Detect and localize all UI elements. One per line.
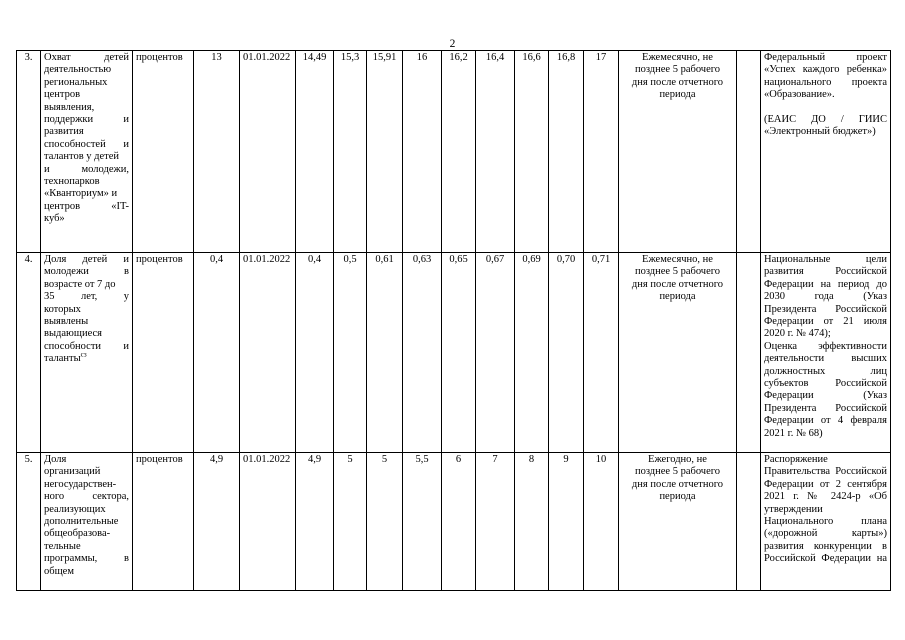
indicator-name-line: развития	[44, 126, 84, 138]
data-source-line: деятельности высших	[764, 353, 887, 365]
periodicity	[619, 51, 737, 253]
target-value: 10	[584, 453, 619, 591]
data-source-line: развития Российской	[764, 266, 887, 278]
target-value: 16	[403, 51, 442, 253]
row-number: 5.	[17, 453, 41, 591]
target-value: 14,49	[296, 51, 334, 253]
periodicity-line: дня после отчетного	[631, 278, 724, 290]
periodicity-line: позднее 5 рабочего	[634, 64, 721, 76]
indicator-name-line: центров «IT-	[44, 200, 129, 212]
data-source-line: национального проекта	[764, 76, 887, 88]
data-source	[761, 51, 891, 253]
indicator-name-line: региональных	[44, 76, 108, 88]
data-source-line: Президента Российской	[764, 402, 887, 414]
indicator-name	[41, 453, 133, 591]
target-value: 0,70	[549, 253, 584, 453]
data-source-line: Президента Российской	[764, 303, 887, 315]
target-value: 6	[442, 453, 476, 591]
data-source-line: Правительства Российской	[764, 466, 887, 478]
row-number: 4.	[17, 253, 41, 453]
periodicity-line: периода	[659, 491, 696, 503]
indicator-name-line: возрасте от 7 до	[44, 278, 116, 290]
data-source-line: Федерации от 2 сентября	[764, 478, 887, 490]
data-source-line: 2021 г. № 68)	[764, 427, 823, 439]
data-source-line: «Успех каждого ребенка»	[764, 64, 887, 76]
unit: процентов	[133, 453, 194, 591]
indicator-name	[41, 253, 133, 453]
data-source-line: субъектов Российской	[764, 378, 887, 390]
indicator-name-line: центров	[44, 89, 81, 101]
target-value: 4,9	[296, 453, 334, 591]
target-value: 15,91	[367, 51, 403, 253]
target-value: 15,3	[334, 51, 367, 253]
unit: процентов	[133, 253, 194, 453]
data-source	[761, 253, 891, 453]
periodicity-line: позднее 5 рабочего	[634, 466, 721, 478]
indicator-name-line: способностей и	[44, 138, 129, 150]
target-value: 0,5	[334, 253, 367, 453]
indicator-name-line: негосударствен-	[44, 478, 117, 490]
data-source-line: утверждении	[764, 503, 823, 515]
data-source-line: «Электронный бюджет»)	[764, 126, 876, 138]
data-source-line: Федерации (Указ	[764, 390, 887, 402]
base-date: 01.01.2022	[240, 253, 296, 453]
data-source-line: Национальные цели	[764, 254, 887, 265]
unit: процентов	[133, 51, 194, 253]
target-value: 17	[584, 51, 619, 253]
row-number: 3.	[17, 51, 41, 253]
data-source-line: Оценка эффективности	[764, 340, 887, 352]
indicator-name-line: куб»	[44, 213, 65, 225]
target-value: 9	[549, 453, 584, 591]
indicator-name-line: ного сектора,	[44, 491, 129, 503]
target-value: 0,71	[584, 253, 619, 453]
target-value: 16,8	[549, 51, 584, 253]
indicator-name-line: Охват детей	[44, 52, 129, 63]
data-source-line: (ЕАИС ДО / ГИИС	[764, 114, 887, 126]
target-value: 5,5	[403, 453, 442, 591]
data-source-line: 2030 года (Указ	[764, 291, 887, 303]
indicator-name-line: молодежи в	[44, 266, 129, 278]
target-value: 0,67	[476, 253, 515, 453]
footnote-mark: сз	[80, 350, 87, 359]
data-source-line: развития конкуренции в	[764, 540, 887, 552]
indicators-table	[16, 50, 891, 591]
target-value: 0,61	[367, 253, 403, 453]
target-value: 0,63	[403, 253, 442, 453]
indicator-name-line: выявления,	[44, 101, 95, 113]
data-source-line: Распоряжение	[764, 454, 828, 465]
periodicity-line: Ежемесячно, не	[642, 254, 713, 265]
base-date: 01.01.2022	[240, 51, 296, 253]
periodicity-line: дня после отчетного	[631, 76, 724, 88]
periodicity-line: дня после отчетного	[631, 478, 724, 490]
base-value: 0,4	[194, 253, 240, 453]
table-row	[17, 453, 891, 591]
target-value: 5	[334, 453, 367, 591]
indicator-name-line: поддержки и	[44, 114, 129, 126]
periodicity	[619, 453, 737, 591]
indicator-name-line: общем	[44, 565, 74, 577]
data-source-line	[764, 102, 887, 114]
data-source-line: должностных лиц	[764, 365, 887, 377]
data-source-line: Федерации на период до	[764, 278, 887, 290]
indicator-name-line: программы, в	[44, 553, 129, 565]
indicator-name-line: выдающиеся	[44, 328, 102, 340]
indicator-name-line: технопарков	[44, 176, 100, 188]
target-value: 0,69	[515, 253, 549, 453]
data-source-line: Федерации от 21 июля	[764, 316, 887, 328]
data-source-line: Национального плана	[764, 516, 887, 528]
indicator-name-line: и молодежи,	[44, 163, 129, 175]
indicator-name-line: тельные	[44, 540, 81, 552]
data-source-line: Российской Федерации на	[764, 553, 887, 565]
data-source-line: Федерации от 4 февраля	[764, 415, 887, 427]
base-date: 01.01.2022	[240, 453, 296, 591]
periodicity-line: Ежегодно, не	[648, 454, 707, 465]
indicator-name-line: Доля детей и	[44, 254, 129, 265]
page-number: 2	[449, 38, 456, 50]
empty-cell	[737, 453, 761, 591]
target-value: 16,2	[442, 51, 476, 253]
data-source-line: 2021 г. № 2424-р «Об	[764, 491, 887, 503]
indicator-name-line: 35 лет, у	[44, 291, 129, 303]
target-value: 7	[476, 453, 515, 591]
target-value: 0,4	[296, 253, 334, 453]
indicator-name-line: организаций	[44, 466, 101, 478]
base-value: 4,9	[194, 453, 240, 591]
data-source-line: «Образование».	[764, 89, 835, 101]
target-value: 8	[515, 453, 549, 591]
indicator-name-line: талантов у детей	[44, 151, 120, 163]
indicator-name-line: общеобразова-	[44, 528, 111, 540]
indicator-name-line: выявлены	[44, 316, 89, 328]
table-row	[17, 253, 891, 453]
target-value: 16,4	[476, 51, 515, 253]
indicator-name-line: способности и	[44, 340, 129, 352]
periodicity-line: Ежемесячно, не	[642, 52, 713, 63]
data-source	[761, 453, 891, 591]
target-value: 16,6	[515, 51, 549, 253]
periodicity-line: позднее 5 рабочего	[634, 266, 721, 278]
indicator-name-line: которых	[44, 303, 81, 315]
target-value: 5	[367, 453, 403, 591]
empty-cell	[737, 51, 761, 253]
data-source-line: 2020 г. № 474);	[764, 328, 831, 340]
data-source-line: («дорожной карты»)	[764, 528, 887, 540]
indicator-name-line: таланты$^{сз}$	[44, 350, 87, 365]
periodicity-line: периода	[659, 291, 696, 303]
indicator-name-line: Доля	[44, 454, 67, 465]
indicator-name-line: деятельностью	[44, 64, 112, 76]
periodicity	[619, 253, 737, 453]
indicator-name	[41, 51, 133, 253]
empty-cell	[737, 253, 761, 453]
indicator-name-line: дополнительные	[44, 516, 119, 528]
data-source-line: Федеральный проект	[764, 52, 887, 63]
periodicity-line: периода	[659, 89, 696, 101]
table-row	[17, 51, 891, 253]
indicator-name-line: реализующих	[44, 503, 106, 515]
target-value: 0,65	[442, 253, 476, 453]
base-value: 13	[194, 51, 240, 253]
indicator-name-line: «Кванториум» и	[44, 188, 118, 200]
